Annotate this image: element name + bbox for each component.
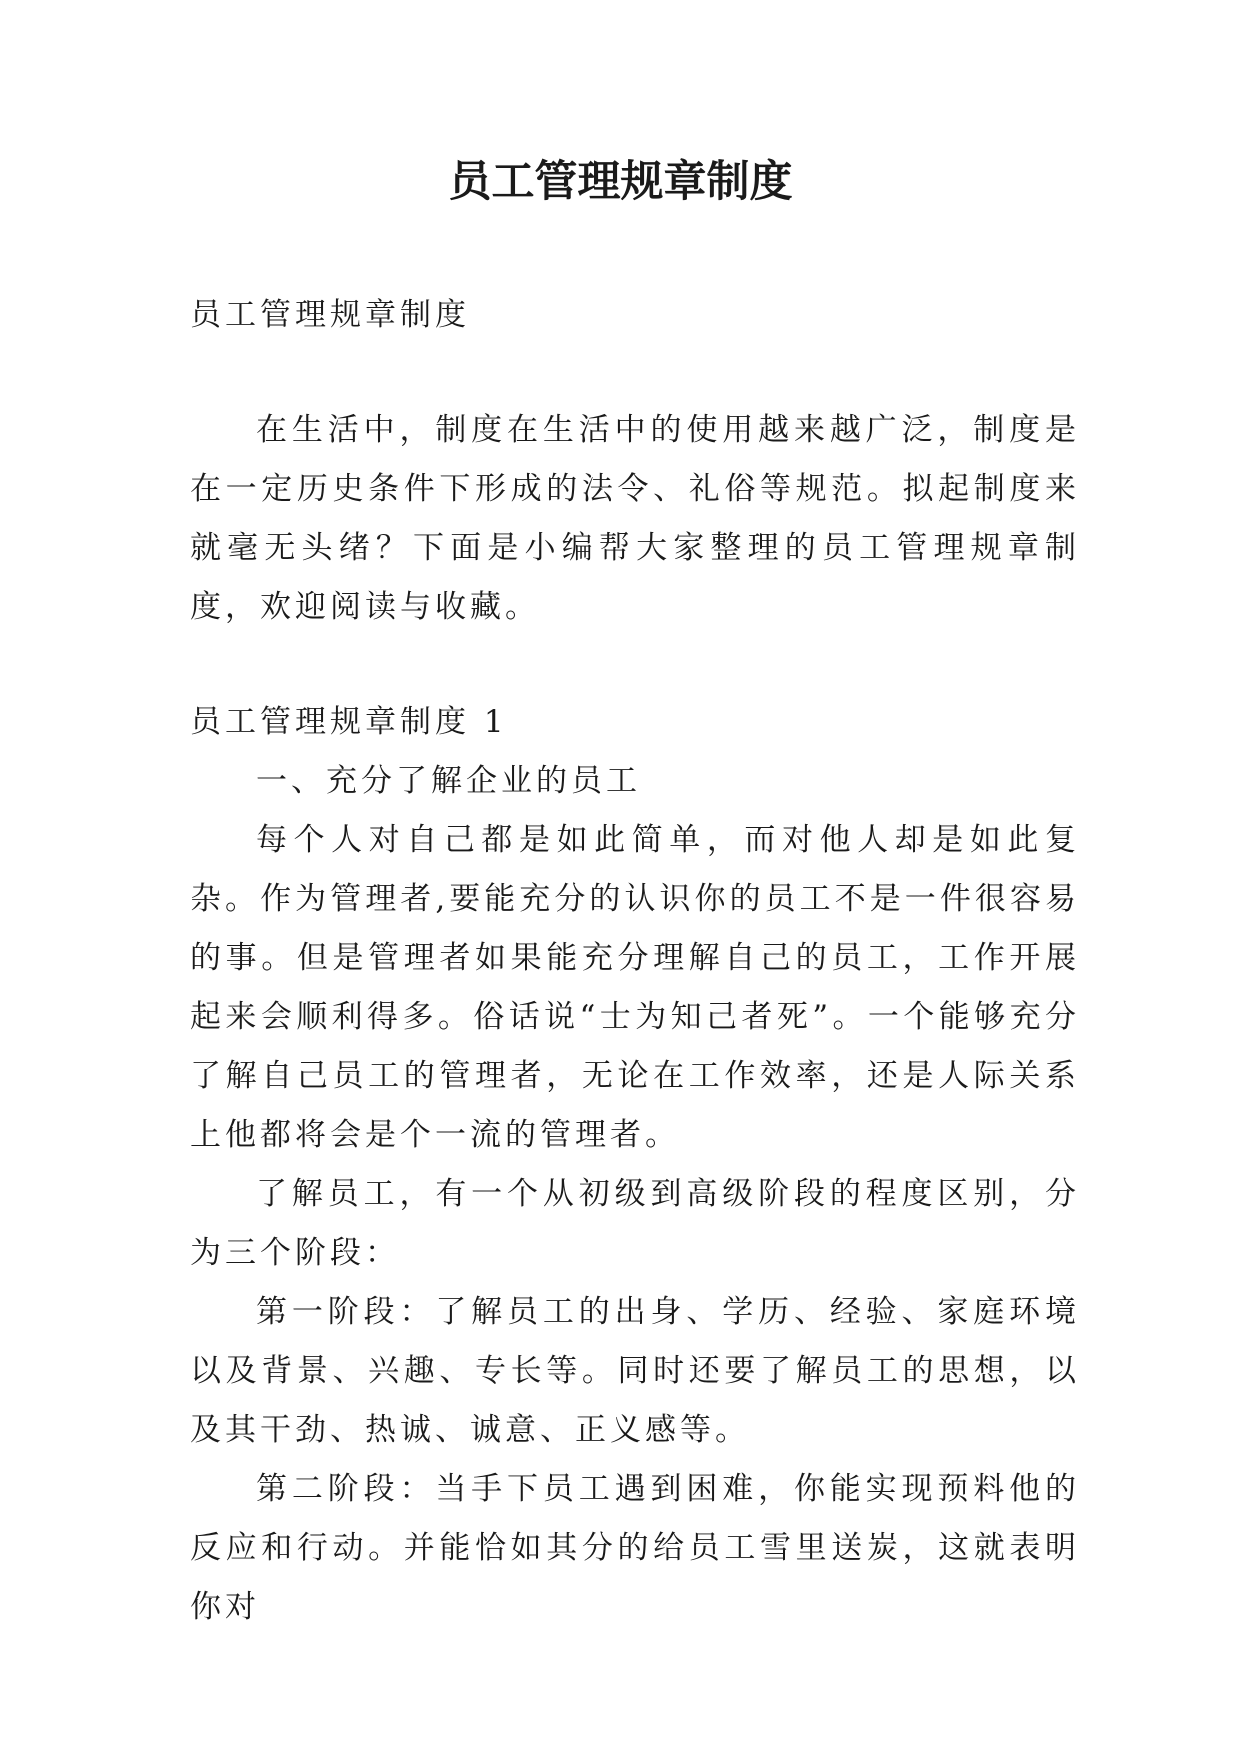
document-title: 员工管理规章制度 (448, 157, 793, 207)
body-paragraph: 每个人对自己都是如此简单，而对他人却是如此复杂。作为管理者,要能充分的认识你的员工不是一件很容易的事。但是管理者如果能充分理解自己的员工，工作开展起来会顺利得多。俗话说“士为知己者死”。一个能够充分了解自己员工的管理者，无论在工作效率，还是人际关系上他都将会是个一流的管理者。 (190, 822, 1080, 1153)
body-paragraph: 第一阶段：了解员工的出身、学历、经验、家庭环境以及背景、兴趣、专长等。同时还要了解员工的思想，以及其干劲、热诚、诚意、正义感等。 (190, 1294, 1080, 1448)
document-subtitle: 员工管理规章制度 (190, 297, 470, 333)
document-body (190, 286, 1080, 1637)
body-paragraph: 了解员工，有一个从初级到高级阶段的程度区别，分为三个阶段： (190, 1176, 1080, 1271)
intro-paragraph: 在生活中，制度在生活中的使用越来越广泛，制度是在一定历史条件下形成的法令、礼俗等规范。拟起制度来就毫无头绪？下面是小编帮大家整理的员工管理规章制度，欢迎阅读与收藏。 (190, 412, 1080, 625)
point-heading: 一、充分了解企业的员工 (256, 763, 641, 799)
body-paragraph: 第二阶段：当手下员工遇到困难，你能实现预料他的反应和行动。并能恰如其分的给员工雪里送炭，这就表明你对 (190, 1471, 1080, 1625)
section-heading: 员工管理规章制度 1 (190, 704, 508, 740)
